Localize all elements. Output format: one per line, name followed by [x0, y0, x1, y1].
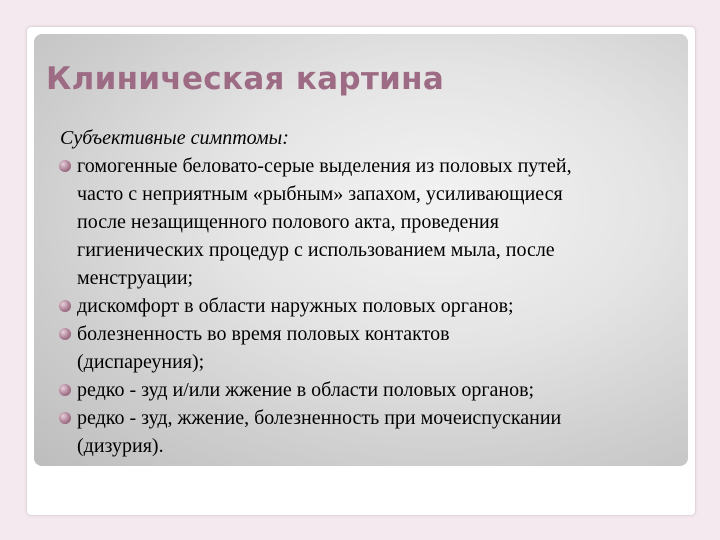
- symptom-text-line: дискомфорт в области наружных половых органов;: [77, 295, 514, 317]
- symptom-item: [58, 320, 688, 376]
- round-bullet-icon: [59, 384, 71, 396]
- symptom-text-line: менструации;: [77, 267, 194, 289]
- symptom-item: [58, 404, 688, 460]
- symptom-text-line: гигиенических процедур с использованием мыла, после: [77, 239, 555, 261]
- symptom-text-line: (дизурия).: [77, 435, 164, 457]
- symptom-text-line: редко - зуд и/или жжение в области половых органов;: [77, 379, 535, 401]
- symptom-item: [58, 292, 688, 320]
- symptom-text-line: гомогенные беловато-серые выделения из половых путей,: [77, 155, 572, 177]
- section-subtitle: Субъективные симптомы:: [60, 127, 289, 149]
- symptom-text-line: (диспареуния);: [77, 351, 205, 373]
- slide-title: Клиническая картина: [46, 61, 445, 97]
- symptom-text-line: после незащищенного полового акта, проведения: [77, 211, 499, 233]
- slide-body: [58, 124, 688, 460]
- round-bullet-icon: [59, 160, 71, 172]
- symptom-text-line: редко - зуд, жжение, болезненность при мочеиспускании: [77, 407, 562, 429]
- symptom-text-line: болезненность во время половых контактов: [77, 323, 450, 345]
- symptom-item: [58, 376, 688, 404]
- round-bullet-icon: [59, 328, 71, 340]
- symptom-item: [58, 152, 688, 292]
- symptom-text-line: часто с неприятным «рыбным» запахом, усиливающиеся: [77, 183, 563, 205]
- round-bullet-icon: [59, 412, 71, 424]
- round-bullet-icon: [59, 300, 71, 312]
- symptom-list: [58, 152, 688, 460]
